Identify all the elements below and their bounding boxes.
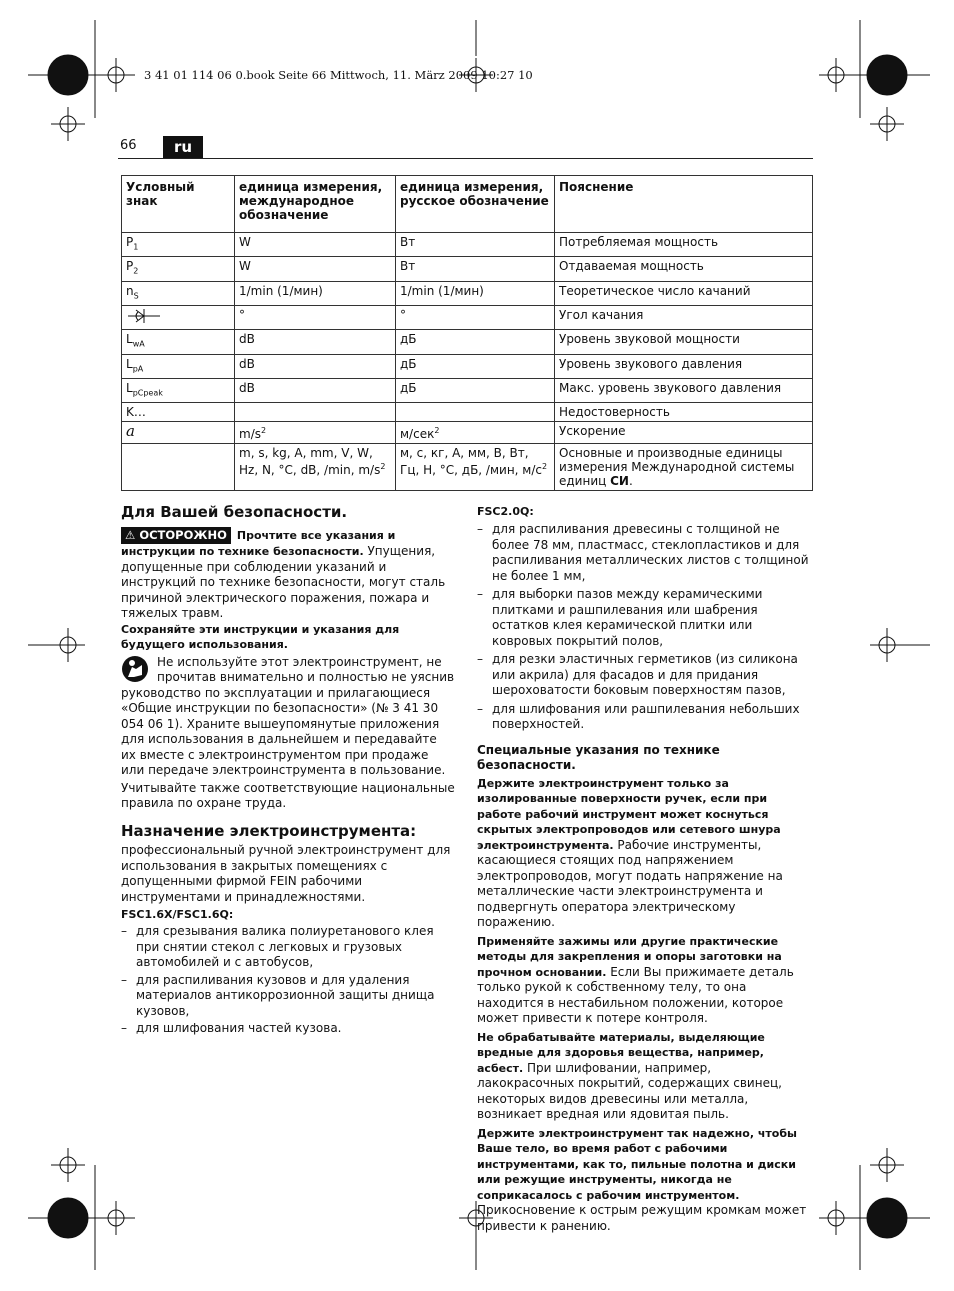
model-label: FSC2.0Q:: [477, 505, 534, 518]
ru-unit-cell: Вт: [396, 233, 555, 257]
description-cell: Потребляемая мощность: [555, 233, 813, 257]
intl-unit-cell: °: [235, 306, 396, 330]
intl-unit-cell: W: [235, 257, 396, 281]
list-item: – для шлифования частей кузова.: [121, 1021, 455, 1037]
page-number: 66: [120, 138, 137, 153]
description-cell: Недостоверность: [555, 403, 813, 422]
description-cell: Уровень звукового давления: [555, 354, 813, 378]
model-label: FSC1.6X/FSC1.6Q:: [121, 908, 234, 921]
read-manual-text: Не используйте этот электроинструмент, не прочитав внимательно и полностью не уяснив руководство по эксплуатации и прилагающиеся «Общие инструкции по безопасности» (№ 3 41 30 054 06 1). Храните вышеупомянутые приложения для использования в дальнейшем и передавайте их вместе с электроинструментом при продаже или передаче электроинструмента в пользование.: [121, 654, 455, 777]
special-safety-heading: Специальные указания по технике безопасности.: [477, 742, 720, 772]
read-manual-icon: [121, 655, 149, 683]
description-cell: Отдаваемая мощность: [555, 257, 813, 281]
description-cell: Основные и производные единицы измерения Международной системы единиц СИ.: [555, 444, 813, 491]
symbol-cell: $L_{pCpeak}$: [122, 378, 235, 402]
ru-unit-cell: м/сек$^2$: [396, 422, 555, 444]
list-item: – для резки эластичных герметиков (из силикона или акрила) для фасадов и для придания шероховатости боковым поверхностям пазов,: [477, 652, 811, 699]
list-item: – для шлифования или рашпилевания небольших поверхностей.: [477, 702, 811, 733]
safety-heading: Для Вашей безопасности.: [121, 503, 348, 521]
table-header-cell: единица измерения, русское обозначение: [396, 176, 555, 233]
symbol-cell: $P_2$: [122, 257, 235, 281]
warning-badge: ⚠ ОСТОРОЖНО: [121, 527, 231, 545]
left-column: [121, 505, 455, 1037]
table-row: [122, 306, 813, 330]
list-item: – для распиливания кузовов и для удаления материалов антикоррозионной защиты днища кузовов,: [121, 973, 455, 1020]
description-cell: Уровень звуковой мощности: [555, 330, 813, 354]
safety-paragraph: Держите электроинструмент только за изолированные поверхности ручек, если при работе рабочий инструмент может коснуться скрытых электропроводов или сетевого шнура электроинструмента. Рабочие инструменты, касающиеся стоящих под напряжением электропроводов, могут подать напряжение на металлические части электроинструмента и подвергнуть оператора электрическому поражению.: [477, 776, 783, 929]
read-manual-block: [121, 655, 455, 779]
book-info-line: 3 41 01 114 06 0.book Seite 66 Mittwoch, 11. März 2009 10:27 10: [144, 68, 533, 82]
safety-paragraph: Держите электроинструмент так надежно, чтобы Ваше тело, во время работ с рабочими инструментами, как то, пильные полотна и диски или режущие инструменты, никогда не соприкасалось с рабочим инструментом. Прикосновение к острым режущим кромкам может привести к ранению.: [477, 1126, 807, 1233]
table-row: [122, 354, 813, 378]
description-cell: Ускорение: [555, 422, 813, 444]
safety-paragraph: Не обрабатывайте материалы, выделяющие вредные для здоровья вещества, например, асбест. При шлифовании, например, лакокрасочных покрытий, содержащих свинец, некоторых видов древесины или металла, возникает вредная или ядовитая пыль.: [477, 1030, 782, 1121]
warning-paragraph: ⚠ ОСТОРОЖНО Прочтите все указания и инструкции по технике безопасности. Упущения, допущенные при соблюдении указаний и инструкций по технике безопасности, могут сталь причиной электрического поражения, пожара и тяжелых травм.: [121, 527, 446, 620]
table-header-cell: Условный знак: [122, 176, 235, 233]
list-item: – для выборки пазов между керамическими плитками и рашпилевания или шабрения остатков клея керамической плитки или ковровых покрытий полов,: [477, 587, 811, 649]
symbol-cell: [122, 444, 235, 491]
intl-unit-cell: [235, 403, 396, 422]
description-cell: Угол качания: [555, 306, 813, 330]
description-cell: Макс. уровень звукового давления: [555, 378, 813, 402]
table-row: [122, 281, 813, 305]
intl-unit-cell: W: [235, 233, 396, 257]
ru-unit-cell: дБ: [396, 354, 555, 378]
language-badge: ru: [163, 136, 203, 158]
symbol-cell: $L_{pA}$: [122, 354, 235, 378]
table-header-row: [122, 176, 813, 233]
ru-unit-cell: °: [396, 306, 555, 330]
intl-unit-cell: m, s, kg, A, mm, V, W, Hz, N, °C, dB, /min, $m/s^2$: [235, 444, 396, 491]
table-row: [122, 330, 813, 354]
table-header-cell: единица измерения, международное обозначение: [235, 176, 396, 233]
safety-paragraph: Применяйте зажимы или другие практические методы для закрепления и опоры заготовки на прочном основании. Если Вы прижимаете деталь только рукой к собственному телу, то она находится в нестабильном положении, которое может привести к потере контроля.: [477, 934, 794, 1025]
ru-unit-cell: дБ: [396, 378, 555, 402]
table-row: [122, 233, 813, 257]
intl-unit-cell: dB: [235, 330, 396, 354]
list-item: – для распиливания древесины с толщиной не более 78 мм, пластмасс, стеклопластиков и для распиливания металлических листов с толщиной не более 1 мм,: [477, 522, 811, 584]
symbol-cell: [122, 306, 235, 330]
ru-unit-cell: Вт: [396, 257, 555, 281]
table-row: [122, 403, 813, 422]
purpose-text: профессиональный ручной электроинструмент для использования в закрытых помещениях с допущенными фирмой FEIN рабочими инструментами и принадлежностями.: [121, 843, 451, 904]
warning-triangle-icon: ⚠: [125, 527, 136, 542]
table-row: [122, 444, 813, 491]
symbol-cell: a: [122, 422, 235, 444]
keep-instructions: Сохраняйте эти инструкции и указания для будущего использования.: [121, 622, 400, 651]
symbol-cell: $n_S$: [122, 281, 235, 305]
list-item: – для срезывания валика полиуретанового клея при снятии стекол с легковых и грузовых автомобилей и с автобусов,: [121, 924, 455, 971]
table-row: [122, 378, 813, 402]
ru-unit-cell: 1/min (1/мин): [396, 281, 555, 305]
national-rules-text: Учитывайте также соответствующие национальные правила по охране труда.: [121, 780, 455, 810]
units-table: [121, 175, 813, 491]
intl-unit-cell: dB: [235, 354, 396, 378]
table-row: [122, 422, 813, 444]
description-cell: Теоретическое число качаний: [555, 281, 813, 305]
purpose-heading: Назначение электроинструмента:: [121, 821, 417, 840]
ru-unit-cell: дБ: [396, 330, 555, 354]
header-rule: [118, 158, 813, 159]
table-row: [122, 257, 813, 281]
symbol-cell: $L_{wA}$: [122, 330, 235, 354]
intl-unit-cell: 1/min (1/мин): [235, 281, 396, 305]
intl-unit-cell: dB: [235, 378, 396, 402]
table-header-cell: Пояснение: [555, 176, 813, 233]
intl-unit-cell: $m/s^2$: [235, 422, 396, 444]
symbol-cell: $P_1$: [122, 233, 235, 257]
symbol-cell: K…: [122, 403, 235, 422]
oscillation-angle-icon: [126, 308, 162, 324]
ru-unit-cell: [396, 403, 555, 422]
ru-unit-cell: м, с, кг, А, мм, В, Вт, Гц, Н, °С, дБ, /мин, $м/с^2$: [396, 444, 555, 491]
right-column: [477, 504, 811, 1234]
